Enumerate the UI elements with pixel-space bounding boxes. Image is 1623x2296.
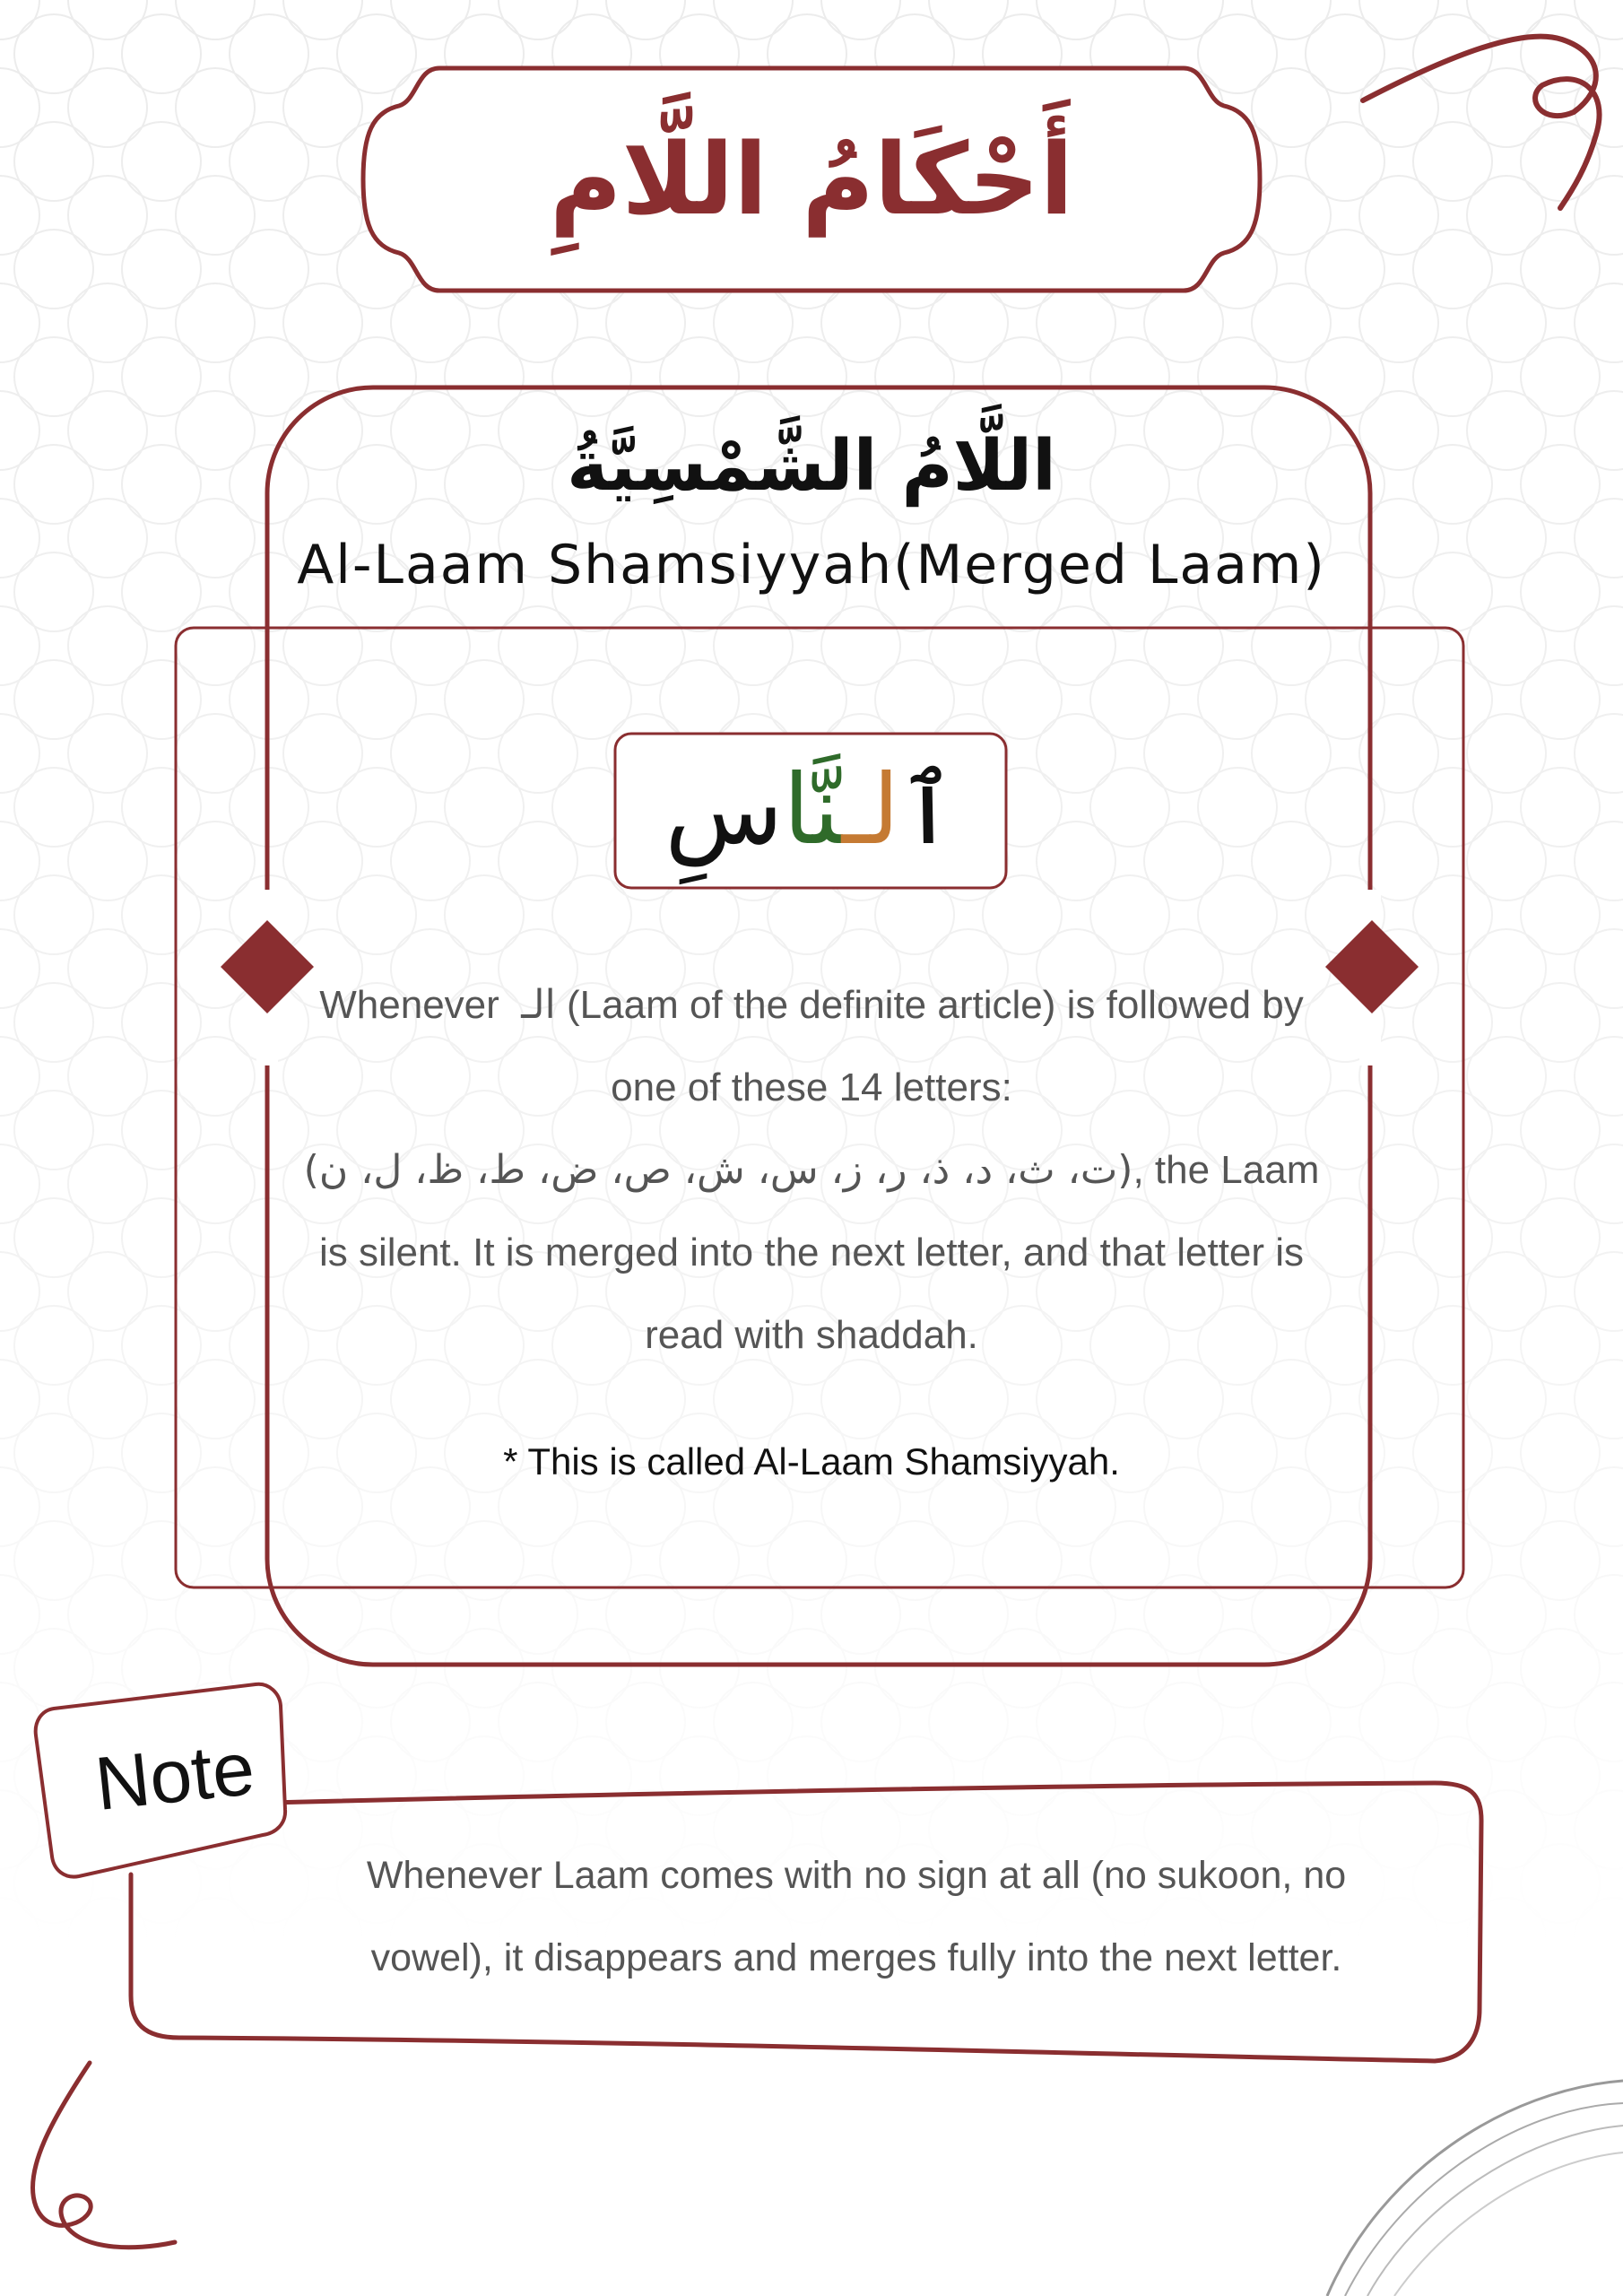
example-alif: ٱ (899, 754, 957, 866)
example-laam: لـ (841, 754, 900, 866)
description-part3: , the Laam is silent. It is merged into the next letter, and that letter is read with shaddah. (318, 1148, 1320, 1357)
note-text: Whenever Laam comes with no sign at all (no sukoon, no vowel), it disappears and merges fully into the next letter. (366, 1854, 1347, 1979)
called-note: * This is called Al-Laam Shamsiyyah. (503, 1440, 1120, 1483)
example-seen: سِ (664, 754, 784, 866)
section-title-arabic: اللَّامُ الشَّمْسِيَّةُ (567, 426, 1056, 507)
page-title: أَحْكَامُ اللَّامِ (549, 122, 1074, 237)
description-part2: (Laam of the definite article) is followed by one of these 14 letters: (567, 983, 1304, 1109)
example-word (615, 734, 1006, 888)
example-noon: نَّا (783, 754, 842, 866)
description-al-arabic: الـ (521, 982, 556, 1028)
description-part1: Whenever (319, 983, 499, 1027)
note-label: Note (91, 1725, 259, 1827)
section-title-english: Al-Laam Shamsiyyah(Merged Laam) (297, 534, 1326, 596)
description-letters: (ت، ث، د، ذ، ر، ز، س، ش، ص، ض، ط، ظ، ل، ن) (303, 1147, 1133, 1193)
rule-description (287, 964, 1336, 1377)
